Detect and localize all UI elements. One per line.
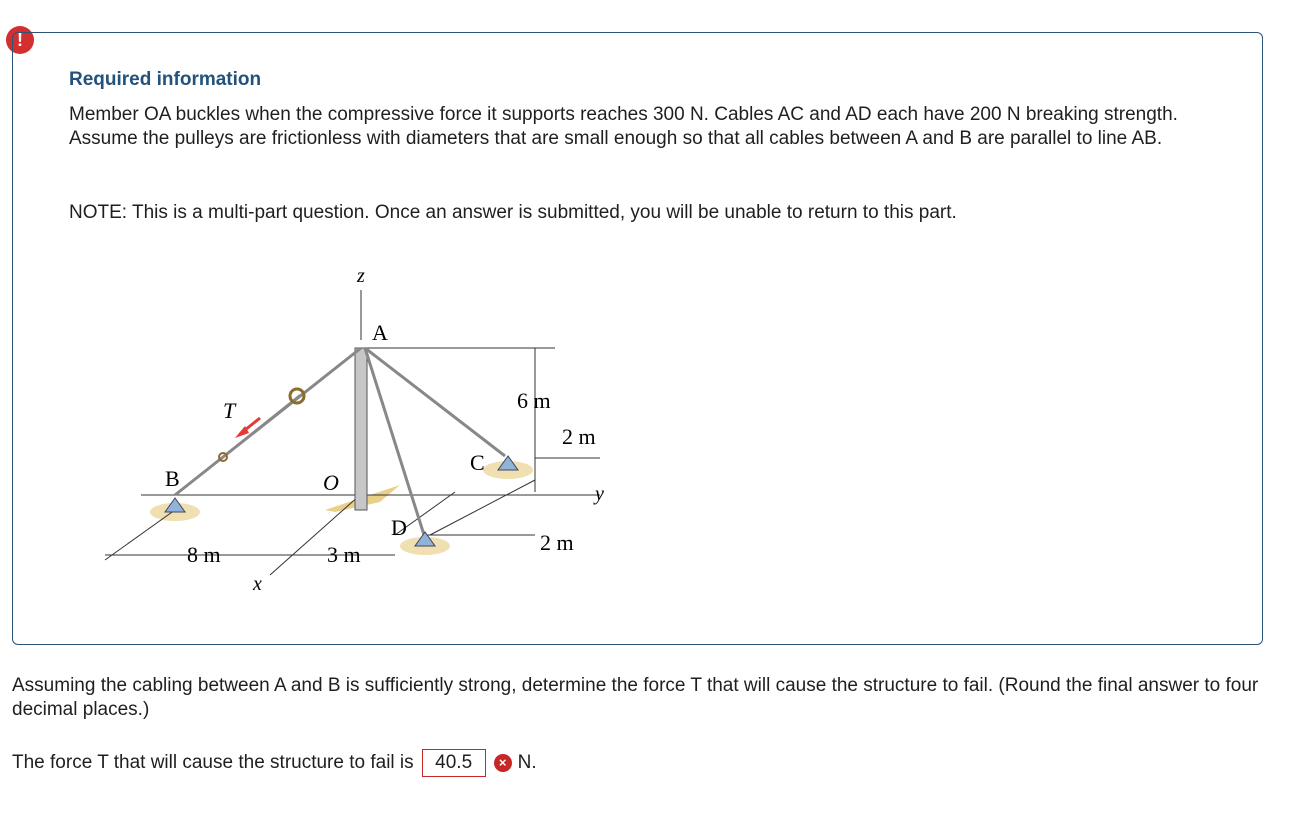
label-b: B bbox=[165, 466, 180, 491]
info-note: NOTE: This is a multi-part question. Once an answer is submitted, you will be unable to return to this part. bbox=[69, 202, 957, 223]
label-x: x bbox=[253, 573, 262, 595]
dim-line-left bbox=[105, 510, 175, 560]
cable-ad bbox=[365, 348, 425, 538]
info-title: Required information bbox=[69, 69, 262, 90]
label-y: y bbox=[595, 483, 604, 505]
answer-input[interactable]: 40.5 bbox=[422, 749, 486, 777]
dim-line-cd bbox=[430, 480, 535, 535]
label-d: D bbox=[391, 515, 407, 540]
dim-6m: 6 m bbox=[517, 388, 551, 413]
label-z: z bbox=[357, 265, 365, 287]
dim-2m-bottom: 2 m bbox=[540, 530, 574, 555]
question-text: Assuming the cabling between A and B is sufficiently strong, determine the force T that will cause the structure to fail. (Round the final answer to four decimal places.) bbox=[12, 675, 1259, 720]
dim-8m: 8 m bbox=[187, 542, 221, 567]
alert-icon: ! bbox=[6, 26, 34, 54]
label-t: T bbox=[223, 398, 236, 423]
cable-ac bbox=[365, 348, 505, 456]
label-o: O bbox=[323, 470, 339, 495]
answer-row bbox=[12, 748, 537, 778]
incorrect-icon: × bbox=[494, 754, 512, 772]
label-c: C bbox=[470, 450, 485, 475]
label-a: A bbox=[372, 320, 388, 345]
cable-ab-lower bbox=[225, 395, 300, 455]
member-oa bbox=[355, 348, 367, 510]
dim-2m-top: 2 m bbox=[562, 424, 596, 449]
answer-unit: N. bbox=[517, 752, 537, 773]
dim-3m: 3 m bbox=[327, 542, 361, 567]
answer-prefix: The force T that will cause the structure to fail is bbox=[12, 752, 414, 773]
structure-figure bbox=[95, 230, 640, 610]
info-text: Member OA buckles when the compressive force it supports reaches 300 N. Cables AC and AD each have 200 N breaking strength. Assume the pulleys are frictionless with diameters that are small enough so that all cables between A and B are parallel to line AB. bbox=[69, 104, 1178, 149]
